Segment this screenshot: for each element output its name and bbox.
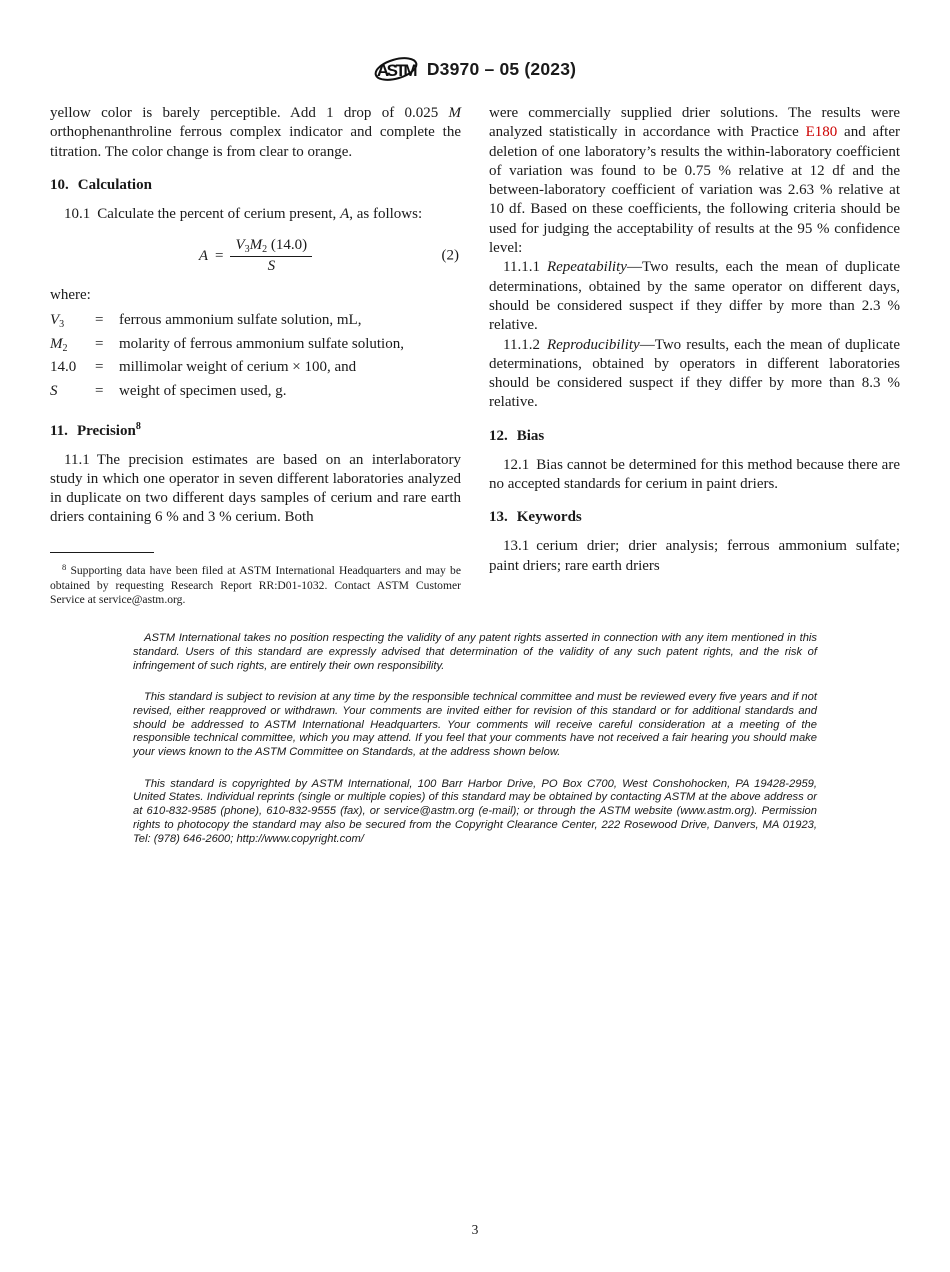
right-column	[489, 104, 900, 608]
paragraph-10-1-post: , as follows:	[349, 205, 423, 222]
svg-text:ASTM: ASTM	[376, 61, 415, 80]
paragraph-12-1-text: Bias cannot be determined for this method because there are no accepted standards for cerium in paint driers.	[489, 456, 900, 493]
paragraph-11-1-text: The precision estimates are based on an interlaboratory study in which one operator in seven different laboratories analyzed in duplicate on two different days samples of cerium and rare earth driers containing 6 % and 3 % cerium. Both	[50, 451, 461, 526]
em-dash: —	[639, 336, 655, 353]
footnote-block	[50, 552, 461, 608]
def-equals: =	[95, 359, 104, 376]
def-term: $M_2$	[50, 335, 68, 354]
cont-pre: were commercially supplied drier solutions. The results were analyzed statistically in accordance with Practice	[489, 105, 900, 141]
paragraph-12-1	[489, 456, 900, 495]
def-term: 14.0	[50, 359, 77, 376]
paragraph-11-1-continuation	[489, 104, 900, 258]
footnote-8-marker: 8	[62, 561, 67, 572]
numerator-m: M	[249, 237, 263, 254]
paragraph-10-1-variable-a: A	[340, 205, 350, 222]
paragraph-13-1-number: 13.1	[503, 538, 530, 555]
def-equals: =	[95, 382, 104, 399]
patent-disclaimer: ASTM International takes no position respecting the validity of any patent rights asserted in connection with any item mentioned in this standard. Users of this standard are expressly advised that determination of the validity of any such patent rights, and the risk of infringement of such rights, are entirely their own responsibility.	[133, 632, 817, 672]
section-11-number: 11.	[50, 422, 68, 439]
numerator-v-subscript: 3	[244, 244, 250, 256]
paragraph-11-1	[50, 451, 461, 528]
paragraph-10-1-number: 10.1	[64, 205, 91, 222]
where-label: where:	[50, 287, 91, 304]
section-12-number: 12.	[489, 427, 508, 444]
equation-fraction	[230, 237, 312, 275]
paragraph-intro-continuation	[50, 104, 461, 162]
section-11-heading	[50, 421, 461, 440]
paragraph-13-1	[489, 537, 900, 576]
equation-equals: =	[215, 247, 224, 264]
practice-e180-link[interactable]: E180	[805, 124, 838, 141]
paragraph-12-1-number: 12.1	[503, 456, 530, 473]
section-10-title: Calculation	[77, 176, 152, 193]
em-dash: —	[626, 259, 642, 276]
numerator-factor: (14.0)	[267, 237, 308, 254]
equation-lhs: A	[198, 247, 209, 264]
def-text: molarity of ferrous ammonium sulfate solution,	[119, 335, 404, 352]
paragraph-11-1-1-number: 11.1.1	[503, 259, 540, 276]
copyright-notice: This standard is copyrighted by ASTM International, 100 Barr Harbor Drive, PO Box C700, West Conshohocken, PA 19428-2959, United States. Individual reprints (single or multiple copies) of this standard may be obtained by contacting ASTM at the above address or at 610-832-9585 (phone), 610-832-9555 (fax), or service@astm.org (e-mail); or through the ASTM website (www.astm.org). Permission rights to photocopy the standard may also be secured from the Copyright Clearance Center, 222 Rosewood Drive, Danvers, MA 01923, Tel: (978) 646-2600; http://www.copyright.com/	[133, 777, 817, 845]
def-text: millimolar weight of cerium × 100, and	[119, 359, 357, 376]
def-text: weight of specimen used, g.	[119, 382, 287, 399]
section-10-number: 10.	[50, 176, 69, 193]
reproducibility-term: Reproducibility	[546, 336, 640, 353]
astm-logo-icon	[374, 50, 418, 88]
numerator-v: V	[235, 237, 245, 254]
numerator-m-subscript: 2	[262, 244, 268, 256]
page-number: 3	[471, 1222, 479, 1237]
paragraph-11-1-2-text: Two results, each the mean of duplicate determinations, obtained by operators in different laboratories should be considered suspect if they differ by more than 8.3 % relative.	[489, 336, 900, 411]
def-text: ferrous ammonium sulfate solution, mL,	[119, 312, 362, 329]
paragraph-11-1-2	[489, 336, 900, 413]
revision-notice: This standard is subject to revision at any time by the responsible technical committee and must be reviewed every five years and if not revised, either reapproved or withdrawn. Your comments are invited either for revision of this standard or for additional standards and should be addressed to ASTM International Headquarters. Your comments will receive careful consideration at a meeting of the responsible technical committee, which you may attend. If you feel that your comments have not received a fair hearing you should make your views known to the ASTM Committee on Standards, at the address shown below.	[133, 691, 817, 759]
paragraph-10-1-pre: Calculate the percent of cerium present,	[97, 205, 341, 222]
cont-post: and after deletion of one laboratory’s results the within-laboratory coefficient of variation was found to be 0.75 % relative at 12 df and the between-laboratory coefficient of variation was 2.63 % relative at 10 df. Based on these coefficients, the following criteria should be used for judging the acceptability of results at the 95 % confidence level:	[489, 124, 900, 257]
paragraph-13-1-text: cerium drier; drier analysis; ferrous ammonium sulfate; paint driers; rare earth driers	[489, 538, 900, 574]
section-11-title: Precision	[76, 422, 136, 439]
intro-pre: yellow color is barely perceptible. Add 1 drop of 0.025	[50, 105, 449, 121]
boilerplate-footer	[133, 632, 817, 846]
paragraph-11-1-2-number: 11.1.2	[503, 336, 540, 353]
def-equals: =	[95, 335, 104, 352]
footnote-8-reference[interactable]: 8	[135, 420, 141, 432]
equation-denominator: S	[230, 256, 312, 275]
intro-post: orthophenanthroline ferrous complex indicator and complete the titration. The color change is from clear to orange.	[50, 124, 461, 160]
equation-numerator	[230, 237, 312, 256]
footnote-separator	[50, 552, 154, 553]
footnote-8-text: $^8$ Supporting data have been filed at ASTM International Headquarters and may be obtained by requesting Research Report RR:D01-1032. Contact ASTM Customer Service at service@astm.org.	[50, 561, 461, 607]
page-header	[0, 0, 950, 88]
paragraph-11-1-1	[489, 258, 900, 335]
paragraph-11-1-1-text: Two results, each the mean of duplicate determinations, obtained by the same operator on different days, should be considered suspect if they differ by more than 2.3 % relative.	[489, 259, 900, 334]
equation-number-label: (2)	[441, 247, 459, 264]
repeatability-term: Repeatability	[546, 259, 627, 276]
equation-2	[50, 237, 461, 275]
paragraph-10-1	[50, 205, 461, 224]
section-13-heading	[489, 509, 900, 526]
section-12-title: Bias	[516, 427, 545, 444]
paragraph-11-1-number: 11.1	[64, 451, 90, 468]
left-column	[50, 104, 461, 608]
def-term: $V_3$	[50, 312, 65, 331]
section-10-heading	[50, 177, 461, 194]
section-13-number: 13.	[489, 509, 508, 526]
two-column-body	[0, 88, 950, 608]
variable-definitions-list	[50, 311, 461, 405]
def-term: S	[50, 382, 58, 399]
section-12-heading	[489, 428, 900, 445]
def-equals: =	[95, 312, 104, 329]
document-title: D3970 – 05 (2023)	[426, 58, 577, 79]
section-13-title: Keywords	[516, 509, 582, 526]
intro-variable-m: M	[448, 105, 461, 121]
